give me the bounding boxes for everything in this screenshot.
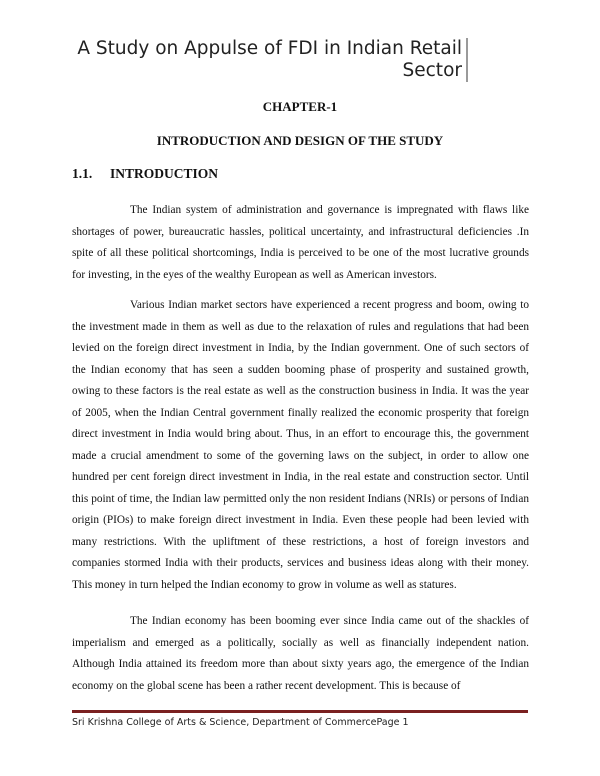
chapter-label: CHAPTER-1: [262, 99, 338, 114]
footer-divider: [72, 710, 528, 713]
page-footer: Sri Krishna College of Arts & Science, Department of CommercePage 1: [72, 717, 409, 728]
body-paragraph-1: The Indian system of administration and governance is impregnated with flaws like shortages of power, bureaucratic hassles, political uncertainty, and infrastructural deficiencies .In spite of all these political shortcomings, India is perceived to be one of the most lucrative grounds for investing, in the eyes of the wealthy European as well as American investors.: [72, 204, 529, 281]
section-title: INTRODUCTION: [110, 166, 219, 181]
body-paragraph-2: Various Indian market sectors have experienced a recent progress and boom, owing to the investment made in them as well as due to the relaxation of rules and regulations that had been levied on the foreign direct investment in India, by the Indian government. One of such sectors of the Indian economy that has seen a sudden booming phase of prosperity and sustained growth, owing to these factors is the real estate as well as the construction business in India. It was the year of 2005, when the Indian Central government finally realized the economic prosperity that foreign direct investment in India would bring about. Thus, in an effort to encourage this, the government made a crucial amendment to some of the governing laws on the subject, in order to allow one hundred per cent foreign direct investment in India, in the real estate and construction sector. Until this point of time, the Indian law permitted only the non resident Indians (NRIs) or persons of Indian origin (PIOs) to make foreign direct investment in India. Even these people had been levied with many restrictions. With the upliftment of these restrictions, a host of foreign investors and companies stormed India with their products, services and business ideas along with their money. This money in turn helped the Indian economy to grow in volume as well as statures.: [72, 299, 529, 591]
header-divider: [466, 38, 468, 82]
body-paragraph-3: The Indian economy has been booming ever since India came out of the shackles of imperialism and emerged as a politically, socially as well as financially independent nation. Although India attained its freedom more than about sixty years ago, the emergence of the Indian economy on the global scene has been a rather recent development. This is because of: [72, 615, 529, 692]
section-number: 1.1.: [72, 166, 93, 181]
running-header-title: A Study on Appulse of FDI in Indian Retail Sector: [77, 38, 462, 81]
section-heading: [72, 166, 218, 182]
chapter-title: INTRODUCTION AND DESIGN OF THE STUDY: [156, 133, 444, 148]
